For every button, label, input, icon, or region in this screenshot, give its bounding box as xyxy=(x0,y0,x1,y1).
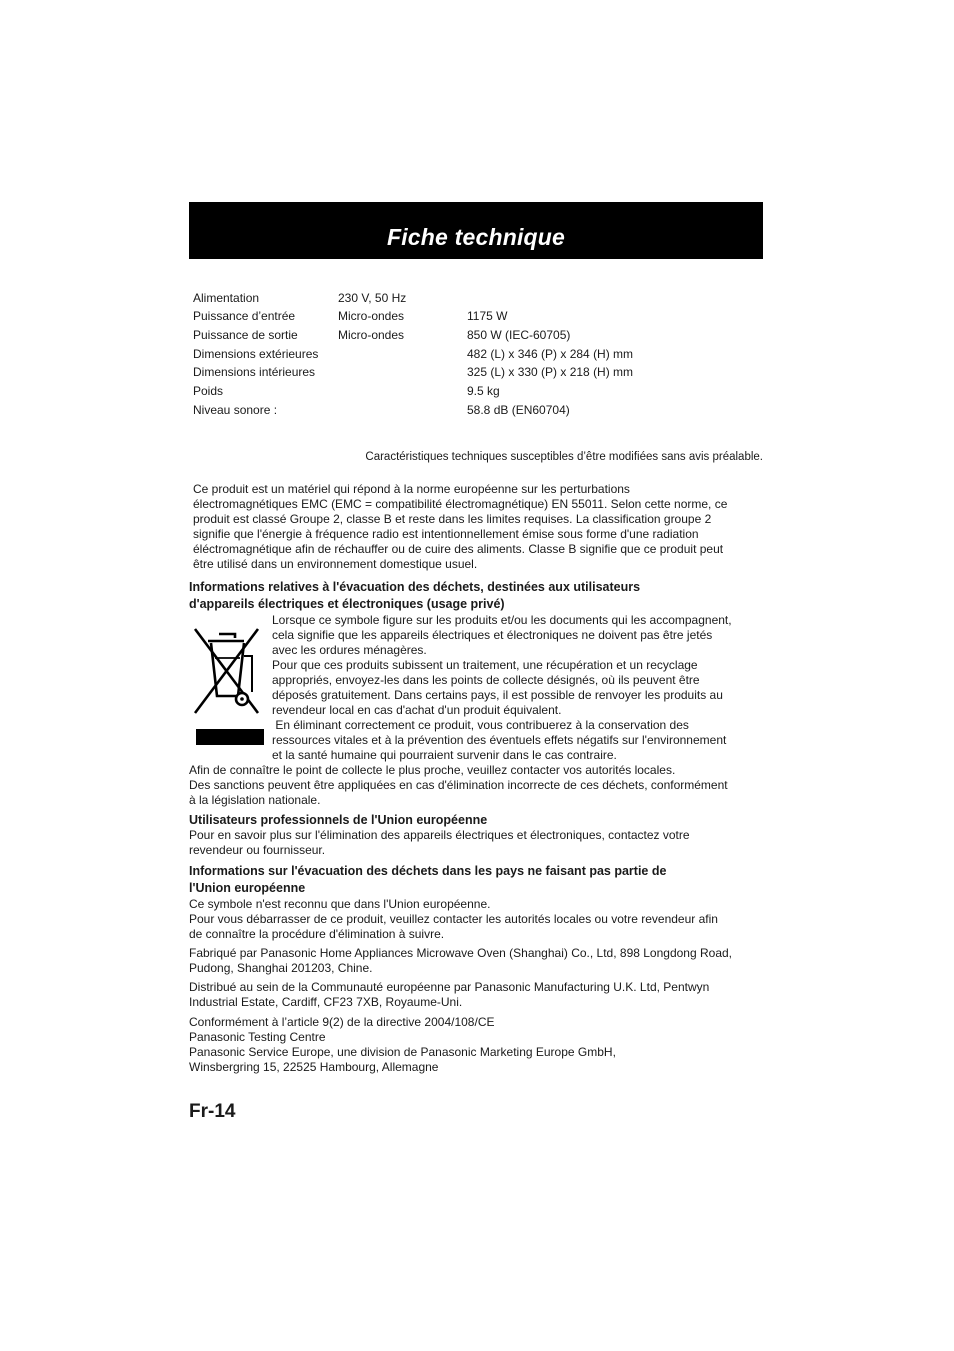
spec-value: 58.8 dB (EN60704) xyxy=(467,403,570,417)
text-line: appropriés, envoyez-les dans les points de collecte désignés, où ils peuvent être xyxy=(272,673,700,687)
distributor-info xyxy=(189,980,761,1010)
spec-value: 850 W (IEC-60705) xyxy=(467,328,571,342)
text-line: de connaître la procédure d'élimination à suivre. xyxy=(189,927,445,941)
spec-row xyxy=(193,291,753,310)
section-heading-line: d'appareils électriques et électroniques (usage privé) xyxy=(189,597,505,611)
text-line: cela signifie que les appareils électriques et électroniques ne doivent pas être jetés xyxy=(272,628,713,642)
text-line: Panasonic Service Europe, une division de Panasonic Marketing Europe GmbH, xyxy=(189,1045,616,1059)
spec-value: 9.5 kg xyxy=(467,384,500,398)
spec-row xyxy=(193,384,753,403)
title-bar xyxy=(189,202,763,259)
spec-row xyxy=(193,328,753,347)
spec-sub: Micro-ondes xyxy=(338,309,405,323)
non-eu-section xyxy=(189,863,761,942)
text-line: Pudong, Shanghai 201203, Chine. xyxy=(189,961,373,975)
text-line: électromagnétiques EMC (EMC = compatibilité électromagnétique) EN 55011. Selon cette norme, ce xyxy=(193,497,728,511)
spec-label: Puissance de sortie xyxy=(193,328,298,342)
spec-note: Caractéristiques techniques susceptibles d’être modifiées sans avis préalable. xyxy=(365,451,763,463)
spec-value: 1175 W xyxy=(467,309,508,323)
section-heading-line: Informations sur l'évacuation des déchets dans les pays ne faisant pas partie de xyxy=(189,864,667,878)
text-line: Pour vous débarrasser de ce produit, veuillez contacter les autorités locales ou votre revendeur afin xyxy=(189,912,718,926)
text-line: signifie que l'énergie à fréquence radio est intentionnellement émise sous forme d'une radiation xyxy=(193,527,699,541)
spec-label: Alimentation xyxy=(193,291,260,305)
text-line: Industrial Estate, Cardiff, CF23 7XB, Royaume-Uni. xyxy=(189,995,463,1009)
spec-row xyxy=(193,309,753,328)
waste-heading xyxy=(189,579,761,613)
text-line: Pour que ces produits subissent un traitement, une récupération et un recyclage xyxy=(272,658,698,672)
section-heading-line: l'Union européenne xyxy=(189,881,306,895)
text-line: Lorsque ce symbole figure sur les produits et/ou les documents qui les accompagnent, xyxy=(272,613,732,627)
text-line: Afin de connaître le point de collecte le plus proche, veuillez contacter vos autorités locales. xyxy=(189,763,676,777)
section-heading: Utilisateurs professionnels de l'Union européenne xyxy=(189,813,488,827)
text-line: Pour en savoir plus sur l'élimination des appareils électriques et électroniques, contactez votre xyxy=(189,828,690,842)
spec-row xyxy=(193,347,753,366)
crossed-out-wheeled-bin-icon xyxy=(192,626,262,716)
text-line: avec les ordures ménagères. xyxy=(272,643,427,657)
spec-value: 325 (L) x 330 (P) x 218 (H) mm xyxy=(467,365,634,379)
text-line: déposés gratuitement. Dans certains pays, il est possible de renvoyer les produits au xyxy=(272,688,723,702)
text-line: et la santé humaine qui pourraient survenir dans le cas contraire. xyxy=(272,748,617,762)
text-line: Conformément à l’article 9(2) de la directive 2004/108/CE xyxy=(189,1015,495,1029)
text-line: produit est classé Groupe 2, classe B et reste dans les limites requises. La classification groupe 2 xyxy=(193,512,712,526)
waste-full-text xyxy=(189,763,761,808)
text-line: En éliminant correctement ce produit, vous contribuerez à la conservation des xyxy=(272,718,689,732)
spec-label: Poids xyxy=(193,384,224,398)
manufacturer-info xyxy=(189,946,761,976)
spec-row xyxy=(193,403,753,422)
text-line: Ce produit est un matériel qui répond à la norme européenne sur les perturbations xyxy=(193,482,630,496)
text-line: revendeur ou fournisseur. xyxy=(189,843,326,857)
emc-paragraph xyxy=(193,482,759,572)
spec-sub: Micro-ondes xyxy=(338,328,405,342)
text-line: Ce symbole n'est reconnu que dans l'Union européenne. xyxy=(189,897,491,911)
conformity-info xyxy=(189,1015,761,1075)
text-line: à la législation nationale. xyxy=(189,793,321,807)
text-line: Winsbergring 15, 22525 Hambourg, Allemagne xyxy=(189,1060,439,1074)
text-line: revendeur local en cas d'achat d'un produit équivalent. xyxy=(272,703,562,717)
waste-side-text xyxy=(272,613,760,763)
text-line: Distribué au sein de la Communauté européenne par Panasonic Manufacturing U.K. Ltd, Pentwyn xyxy=(189,980,710,994)
spec-row xyxy=(193,365,753,384)
spec-label: Niveau sonore : xyxy=(193,403,278,417)
text-line: éléctromagnétique afin de réchauffer ou de cuire des aliments. Classe B signifie que ce produit peut xyxy=(193,542,724,556)
page-number: Fr-14 xyxy=(189,1101,236,1122)
spec-label: Puissance d’entrée xyxy=(193,309,296,323)
text-line: Panasonic Testing Centre xyxy=(189,1030,326,1044)
section-heading-line: Informations relatives à l'évacuation des déchets, destinées aux utilisateurs xyxy=(189,580,641,594)
page-title: Fiche technique xyxy=(386,224,566,250)
text-line: ressources vitales et à la prévention des éventuels effets négatifs sur l'environnement xyxy=(272,733,727,747)
spec-value: 482 (L) x 346 (P) x 284 (H) mm xyxy=(467,347,634,361)
spec-label: Dimensions extérieures xyxy=(193,347,319,361)
spec-label: Dimensions intérieures xyxy=(193,365,316,379)
spec-sub: 230 V, 50 Hz xyxy=(338,291,407,305)
pro-section xyxy=(189,812,761,858)
text-line: Fabriqué par Panasonic Home Appliances Microwave Oven (Shanghai) Co., Ltd, 898 Longdong Road, xyxy=(189,946,732,960)
bin-symbol-bar xyxy=(196,729,264,745)
text-line: Des sanctions peuvent être appliquées en cas d'élimination incorrecte de ces déchets, conformément xyxy=(189,778,728,792)
text-line: être utilisé dans un environnement domestique usuel. xyxy=(193,557,478,571)
